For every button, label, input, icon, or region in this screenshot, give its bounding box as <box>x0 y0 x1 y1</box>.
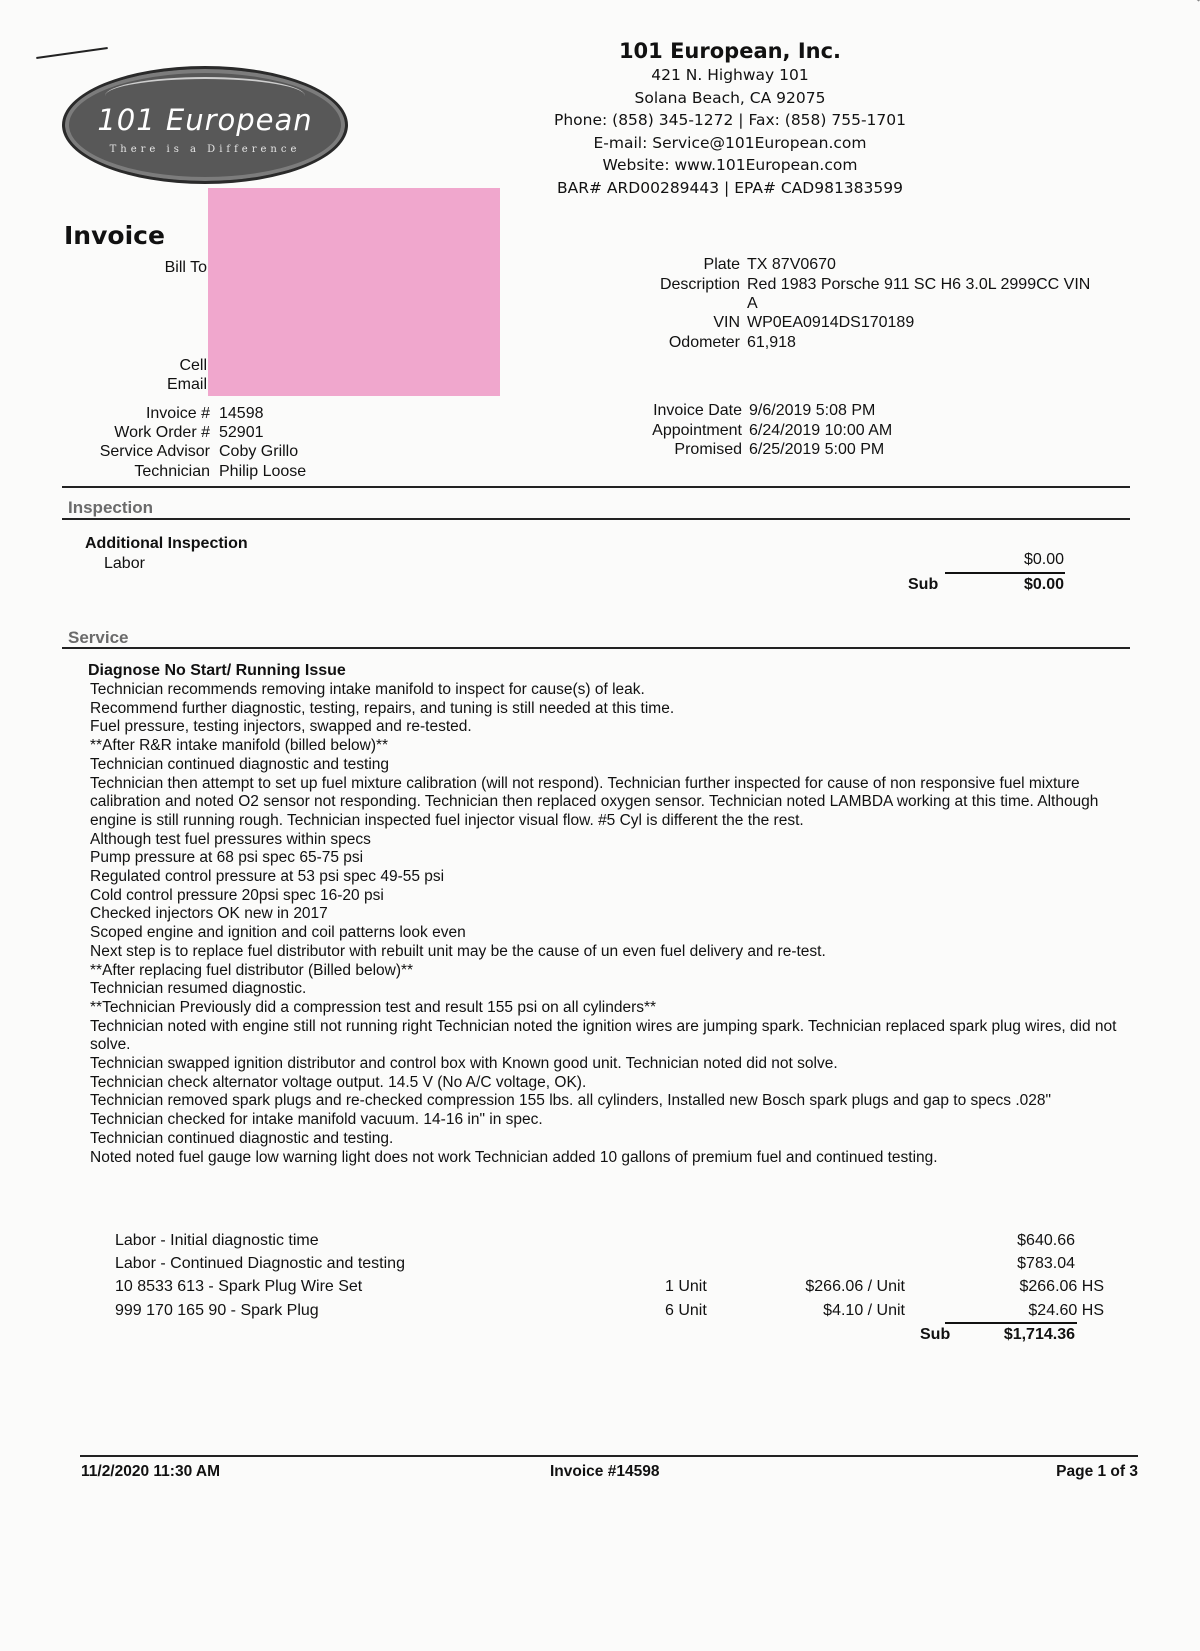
footer-invoice: Invoice #14598 <box>550 1463 660 1480</box>
note-line: Noted noted fuel gauge low warning light does not work Technician added 10 gallons of premium fuel and continued testing. <box>90 1148 938 1166</box>
note-line: Checked injectors OK new in 2017 <box>90 905 328 923</box>
note-line: Cold control pressure 20psi spec 16-20 psi <box>90 886 384 904</box>
redacted-bill-to <box>208 188 500 396</box>
email-label: Email <box>166 376 207 393</box>
note-line: Technician then attempt to set up fuel mixture calibration (will not respond). Technician further inspected for cause of non responsive fuel mixture calibration and noted O2 sensor not responding. Technician then replaced oxygen sensor. Technician noted LAMBDA working at this time. Although engine is still running rough. Technician inspected fuel injector visual flow. #5 Cyl is different the the rest. <box>90 774 1099 829</box>
note-line: Technician continued diagnostic and testing. <box>90 1129 394 1147</box>
note-line: Although test fuel pressures within specs <box>90 830 371 848</box>
note-line: Technician recommends removing intake manifold to inspect for cause(s) of leak. <box>90 681 645 698</box>
inspection-sub-amount: $0.00 <box>1023 576 1064 593</box>
note-line: **Technician Previously did a compression test and result 155 psi on all cylinders** <box>90 998 657 1016</box>
note-line: Technician continued diagnostic and testing <box>90 755 390 773</box>
note-line: **After R&R intake manifold (billed below)** <box>90 737 389 755</box>
page-title: Invoice <box>64 221 165 250</box>
line-item-desc: 999 170 165 90 - Spark Plug <box>115 1302 319 1319</box>
invoice-date: 9/6/2019 5:08 PM <box>749 402 876 419</box>
description-label: Description <box>659 276 740 293</box>
footer-page-number: Page 1 of 3 <box>1056 1463 1138 1480</box>
logo-name: 101 European <box>97 103 313 137</box>
plate-label: Plate <box>703 256 740 273</box>
note-line: Technician check alternator voltage output. 14.5 V (No A/C voltage, OK). <box>90 1073 587 1091</box>
promised-label: Promised <box>674 441 742 458</box>
appointment-date: 6/24/2019 10:00 AM <box>749 422 893 439</box>
company-address2: Solana Beach, CA 92075 <box>634 88 826 107</box>
line-item-qty: 6 Unit <box>665 1302 707 1319</box>
note-line: Next step is to replace fuel distributor with rebuilt unit may be the cause of un even fuel delivery and re-test. <box>90 942 826 960</box>
divider-service <box>62 647 1130 649</box>
service-sub-amount: $1,714.36 <box>1003 1326 1075 1343</box>
plate: TX 87V0670 <box>747 256 836 273</box>
technician-label: Technician <box>134 463 210 480</box>
company-name: 101 European, Inc. <box>618 39 842 63</box>
line-item-amount: $24.60 HS <box>1028 1302 1104 1319</box>
bill-to-label: Bill To <box>164 259 207 276</box>
inspection-sub-line <box>945 572 1065 574</box>
vehicle-description-cont: A <box>747 295 758 312</box>
company-phone: Phone: (858) 345-1272 | Fax: (858) 755-1701 <box>553 111 906 129</box>
cell-label: Cell <box>179 357 207 374</box>
section-service: Service <box>68 628 129 647</box>
inspection-sub-label: Sub <box>908 576 939 593</box>
company-website: Website: www.101European.com <box>602 156 858 174</box>
promised-date: 6/25/2019 5:00 PM <box>749 441 885 458</box>
appointment-label: Appointment <box>652 422 742 439</box>
line-item-qty: 1 Unit <box>665 1278 707 1295</box>
service-notes <box>90 681 1135 1167</box>
line-item-price: $4.10 / Unit <box>823 1302 905 1319</box>
vin-label: VIN <box>713 314 740 331</box>
pen-mark <box>36 47 108 59</box>
line-item-price: $266.06 / Unit <box>805 1278 905 1295</box>
line-item-desc: Labor - Continued Diagnostic and testing <box>115 1255 405 1272</box>
inspection-title: Additional Inspection <box>85 535 248 552</box>
invoice-number: 14598 <box>219 405 264 422</box>
service-sub-line <box>945 1322 1077 1324</box>
vehicle-description: Red 1983 Porsche 911 SC H6 3.0L 2999CC VIN <box>747 276 1091 293</box>
note-line: Technician noted with engine still not running right Technician noted the ignition wires are jumping spark. Technician replaced spark plug wires, did not solve. <box>90 1017 1117 1054</box>
odometer: 61,918 <box>747 334 796 351</box>
note-line: Technician resumed diagnostic. <box>90 980 307 998</box>
note-line: Pump pressure at 68 psi spec 65-75 psi <box>90 849 364 867</box>
note-line: Scoped engine and ignition and coil patterns look even <box>90 924 466 942</box>
divider-inspection <box>62 518 1130 520</box>
note-line: Technician removed spark plugs and re-checked compression 155 lbs. all cylinders, Installed new Bosch spark plugs and gap to specs .028" <box>90 1092 1051 1110</box>
service-advisor: Coby Grillo <box>219 443 299 460</box>
note-line: **After replacing fuel distributor (Billed below)** <box>90 961 414 979</box>
odometer-label: Odometer <box>668 334 740 351</box>
note-line: Fuel pressure, testing injectors, swapped and re-tested. <box>90 718 472 736</box>
section-inspection: Inspection <box>68 498 154 517</box>
line-item-amount: $783.04 <box>1017 1255 1075 1272</box>
note-line: Technician swapped ignition distributor and control box with Known good unit. Technician noted did not solve. <box>90 1055 838 1073</box>
invoice-number-label: Invoice # <box>145 405 210 422</box>
vin: WP0EA0914DS170189 <box>747 314 915 331</box>
inspection-labor-amount: $0.00 <box>1023 551 1064 568</box>
company-logo <box>62 66 348 184</box>
logo-tagline: There is a Difference <box>109 144 301 155</box>
note-line: Regulated control pressure at 53 psi spec 49-55 psi <box>90 868 445 886</box>
invoice-date-label: Invoice Date <box>653 402 742 419</box>
technician: Philip Loose <box>219 463 307 480</box>
note-line: Recommend further diagnostic, testing, repairs, and tuning is still needed at this time. <box>90 699 675 717</box>
work-order-label: Work Order # <box>114 424 210 441</box>
work-order-number: 52901 <box>219 424 264 441</box>
company-address1: 421 N. Highway 101 <box>651 66 809 84</box>
service-advisor-label: Service Advisor <box>99 443 210 460</box>
line-item-desc: 10 8533 613 - Spark Plug Wire Set <box>115 1278 363 1295</box>
line-item-amount: $640.66 <box>1017 1232 1075 1249</box>
note-line: Technician checked for intake manifold vacuum. 14-16 in" in spec. <box>90 1111 543 1129</box>
company-email: E-mail: Service@101European.com <box>593 133 867 152</box>
line-item-desc: Labor - Initial diagnostic time <box>115 1232 319 1249</box>
footer-printed-date: 11/2/2020 11:30 AM <box>81 1463 221 1480</box>
inspection-labor-label: Labor <box>104 555 145 572</box>
service-sub-label: Sub <box>920 1326 951 1343</box>
service-title: Diagnose No Start/ Running Issue <box>88 662 346 679</box>
company-info <box>545 38 915 199</box>
company-ids: BAR# ARD00289443 | EPA# CAD981383599 <box>557 178 903 197</box>
page-curl <box>1163 0 1200 2</box>
line-item-amount: $266.06 HS <box>1019 1278 1104 1295</box>
footer-rule <box>80 1455 1138 1457</box>
divider-top <box>62 486 1130 488</box>
